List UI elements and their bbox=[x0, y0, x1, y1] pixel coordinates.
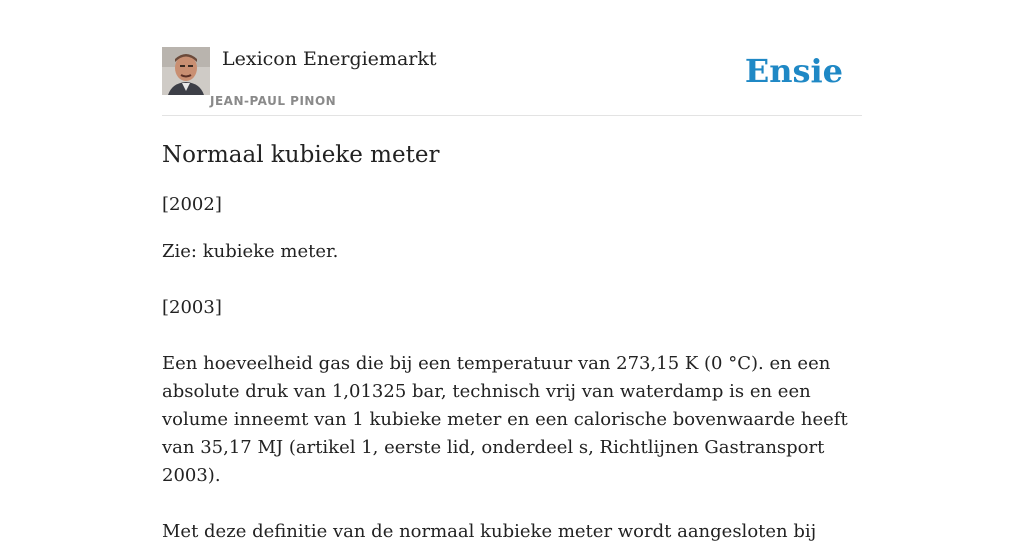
article-content bbox=[162, 138, 862, 546]
paragraph-see-also: Zie: kubieke meter. bbox=[162, 241, 339, 262]
author-name[interactable]: JEAN-PAUL PINON bbox=[210, 94, 337, 108]
article-title: Normaal kubieke meter bbox=[162, 142, 440, 168]
author-avatar bbox=[162, 47, 210, 95]
paragraph-year-2003: [2003] bbox=[162, 297, 222, 318]
site-name[interactable]: Lexicon Energiemarkt bbox=[222, 48, 437, 70]
page-header bbox=[162, 44, 862, 116]
avatar-portrait-icon bbox=[162, 47, 210, 95]
paragraph-year-2002: [2002] bbox=[162, 194, 222, 215]
paragraph-definition: Een hoeveelheid gas die bij een temperatuur van 273,15 K (0 °C). en een absolute druk van 1,01325 bar, technisch vrij van waterdamp is en een volume inneemt van 1 kubieke meter en een calorische bovenwaarde heeft van 35,17 MJ (artikel 1, eerste lid, onderdeel s, Richtlijnen Gastransport 2003). bbox=[162, 353, 848, 486]
brand-logo[interactable]: Ensie bbox=[744, 52, 843, 90]
paragraph-continuation: Met deze definitie van de normaal kubieke meter wordt aangesloten bij bbox=[162, 521, 817, 542]
